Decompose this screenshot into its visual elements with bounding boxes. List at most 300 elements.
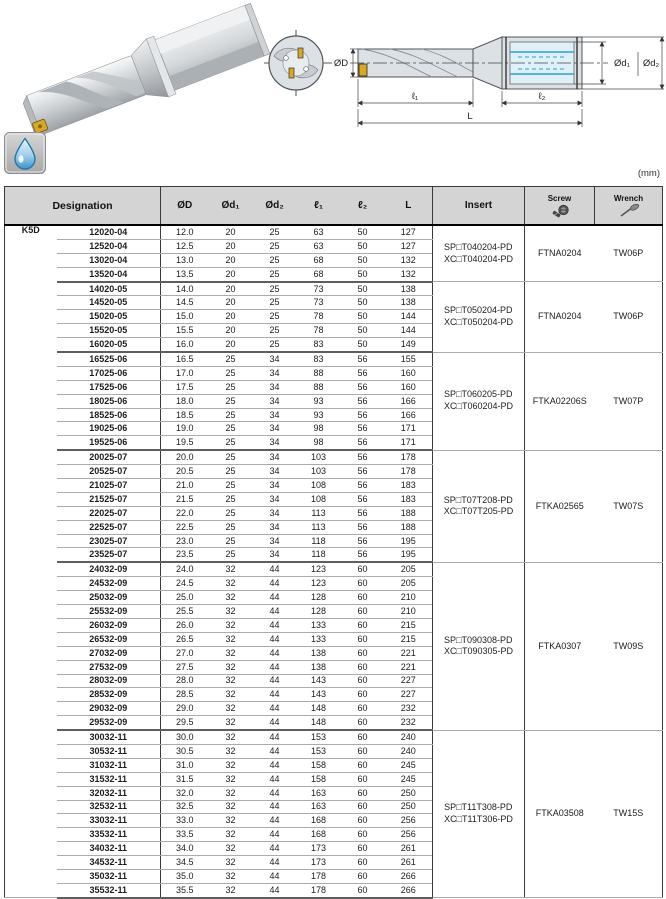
length-cell: 160	[385, 380, 433, 394]
insert-designation: SP□T090308-PD	[444, 634, 513, 645]
od2-cell: 44	[253, 618, 297, 632]
od2-cell: 34	[253, 436, 297, 450]
length-cell: 227	[385, 688, 433, 702]
designation-cell: 28532-09	[57, 688, 161, 702]
l1-cell: 173	[297, 842, 341, 856]
designation-cell: 34032-11	[57, 842, 161, 856]
insert-designation: SP□T07T208-PD	[443, 494, 513, 505]
od2-cell: 44	[253, 577, 297, 591]
length-cell: 166	[385, 408, 433, 422]
od2-cell: 25	[253, 310, 297, 324]
designation-cell: 14020-05	[57, 282, 161, 296]
l2-cell: 56	[341, 436, 385, 450]
od1-cell: 32	[209, 814, 253, 828]
od1-cell: 32	[209, 702, 253, 716]
length-cell: 210	[385, 591, 433, 605]
l2-cell: 60	[341, 716, 385, 730]
od-cell: 23.0	[161, 534, 209, 548]
insert-designation: SP□T040204-PD	[444, 241, 513, 252]
designation-cell: 16525-06	[57, 352, 161, 366]
l2-cell: 56	[341, 366, 385, 380]
l2-cell: 60	[341, 730, 385, 744]
length-cell: 144	[385, 324, 433, 338]
length-cell: 127	[385, 225, 433, 239]
l1-cell: 93	[297, 394, 341, 408]
length-cell: 221	[385, 646, 433, 660]
l2-cell: 56	[341, 534, 385, 548]
od-cell: 22.0	[161, 506, 209, 520]
od2-cell: 25	[253, 282, 297, 296]
l1-cell: 63	[297, 225, 341, 239]
l1-cell: 78	[297, 324, 341, 338]
od1-cell: 32	[209, 800, 253, 814]
designation-cell: 32532-11	[57, 800, 161, 814]
od2-cell: 44	[253, 605, 297, 619]
designation-cell: 24032-09	[57, 562, 161, 576]
l2-cell: 56	[341, 479, 385, 493]
od2-cell: 44	[253, 856, 297, 870]
od1-cell: 25	[209, 506, 253, 520]
od2-cell: 44	[253, 814, 297, 828]
od-cell: 16.5	[161, 352, 209, 366]
l1-cell: 143	[297, 674, 341, 688]
designation-cell: 17525-06	[57, 380, 161, 394]
l1-cell: 158	[297, 758, 341, 772]
od-cell: 13.0	[161, 253, 209, 267]
l2-cell: 56	[341, 352, 385, 366]
label-l2: ℓ₂	[538, 91, 546, 102]
od1-cell: 32	[209, 577, 253, 591]
od-cell: 29.5	[161, 716, 209, 730]
length-cell: 144	[385, 310, 433, 324]
od1-cell: 25	[209, 352, 253, 366]
l2-cell: 56	[341, 394, 385, 408]
length-cell: 266	[385, 869, 433, 883]
l1-cell: 93	[297, 408, 341, 422]
length-cell: 160	[385, 366, 433, 380]
length-cell: 256	[385, 814, 433, 828]
od-cell: 34.0	[161, 842, 209, 856]
od-cell: 20.5	[161, 465, 209, 479]
wrench-cell: TW07P	[595, 352, 663, 450]
od2-cell: 44	[253, 869, 297, 883]
designation-cell: 30032-11	[57, 730, 161, 744]
od1-cell: 20	[209, 225, 253, 239]
l2-cell: 56	[341, 465, 385, 479]
od1-cell: 32	[209, 856, 253, 870]
l1-cell: 153	[297, 730, 341, 744]
l1-cell: 78	[297, 310, 341, 324]
od1-cell: 25	[209, 479, 253, 493]
col-header-L: L	[385, 187, 433, 226]
od2-cell: 34	[253, 534, 297, 548]
insert-cell	[433, 562, 525, 730]
od-cell: 17.0	[161, 366, 209, 380]
insert-designation: XC□T040204-PD	[444, 253, 513, 264]
od1-cell: 20	[209, 296, 253, 310]
l2-cell: 56	[341, 520, 385, 534]
l2-cell: 60	[341, 744, 385, 758]
length-cell: 171	[385, 422, 433, 436]
designation-cell: 26532-09	[57, 632, 161, 646]
designation-cell: 23525-07	[57, 548, 161, 562]
designation-cell: 30532-11	[57, 744, 161, 758]
screw-cell: FTNA0204	[525, 282, 595, 352]
drill-diagram	[262, 2, 666, 160]
length-cell: 155	[385, 352, 433, 366]
od-cell: 22.5	[161, 520, 209, 534]
od1-cell: 20	[209, 267, 253, 281]
screw-cell: FTNA0204	[525, 225, 595, 282]
od2-cell: 44	[253, 660, 297, 674]
l1-cell: 63	[297, 239, 341, 253]
od-cell: 14.5	[161, 296, 209, 310]
length-cell: 227	[385, 674, 433, 688]
series-label: K5D	[5, 225, 57, 898]
l1-cell: 153	[297, 744, 341, 758]
l2-cell: 50	[341, 239, 385, 253]
od-cell: 28.0	[161, 674, 209, 688]
length-cell: 138	[385, 296, 433, 310]
insert-designation: XC□T060204-PD	[444, 401, 513, 412]
wrench-cell: TW06P	[595, 225, 663, 282]
designation-cell: 34532-11	[57, 856, 161, 870]
l1-cell: 128	[297, 605, 341, 619]
od1-cell: 20	[209, 253, 253, 267]
designation-cell: 26032-09	[57, 618, 161, 632]
l2-cell: 60	[341, 591, 385, 605]
od2-cell: 44	[253, 758, 297, 772]
label-od: ØD	[333, 58, 349, 69]
table-row	[5, 562, 663, 576]
designation-cell: 25532-09	[57, 605, 161, 619]
od2-cell: 34	[253, 352, 297, 366]
label-L: L	[467, 111, 473, 122]
designation-cell: 21525-07	[57, 492, 161, 506]
od2-cell: 44	[253, 786, 297, 800]
od-cell: 33.0	[161, 814, 209, 828]
length-cell: 138	[385, 282, 433, 296]
od1-cell: 32	[209, 869, 253, 883]
side-view	[350, 37, 608, 89]
od2-cell: 25	[253, 267, 297, 281]
l1-cell: 168	[297, 828, 341, 842]
od1-cell: 25	[209, 366, 253, 380]
length-cell: 245	[385, 772, 433, 786]
od-cell: 15.5	[161, 324, 209, 338]
od1-cell: 32	[209, 786, 253, 800]
od2-cell: 34	[253, 492, 297, 506]
od1-cell: 25	[209, 465, 253, 479]
designation-cell: 19025-06	[57, 422, 161, 436]
od2-cell: 25	[253, 338, 297, 352]
od-cell: 33.5	[161, 828, 209, 842]
od1-cell: 32	[209, 646, 253, 660]
l1-cell: 123	[297, 562, 341, 576]
length-cell: 256	[385, 828, 433, 842]
l1-cell: 138	[297, 660, 341, 674]
od1-cell: 32	[209, 744, 253, 758]
l1-cell: 168	[297, 814, 341, 828]
designation-cell: 22025-07	[57, 506, 161, 520]
od-cell: 16.0	[161, 338, 209, 352]
designation-cell: 19525-06	[57, 436, 161, 450]
od-cell: 14.0	[161, 282, 209, 296]
l1-cell: 158	[297, 772, 341, 786]
l2-cell: 60	[341, 660, 385, 674]
l1-cell: 68	[297, 253, 341, 267]
od1-cell: 32	[209, 730, 253, 744]
label-od2: Ød₂	[642, 58, 660, 69]
l1-cell: 173	[297, 856, 341, 870]
designation-cell: 21025-07	[57, 479, 161, 493]
l2-cell: 56	[341, 408, 385, 422]
table-row	[5, 450, 663, 464]
wrench-header-label: Wrench	[613, 193, 644, 203]
l1-cell: 118	[297, 534, 341, 548]
od2-cell: 44	[253, 842, 297, 856]
od1-cell: 32	[209, 842, 253, 856]
length-cell: 266	[385, 883, 433, 897]
l2-cell: 50	[341, 296, 385, 310]
coolant-drop-icon	[4, 132, 46, 174]
designation-cell: 35532-11	[57, 883, 161, 897]
front-view	[264, 30, 332, 96]
od1-cell: 25	[209, 380, 253, 394]
od2-cell: 44	[253, 744, 297, 758]
l1-cell: 138	[297, 646, 341, 660]
designation-cell: 31532-11	[57, 772, 161, 786]
od1-cell: 32	[209, 562, 253, 576]
wrench-cell: TW07S	[595, 450, 663, 562]
od1-cell: 32	[209, 828, 253, 842]
spec-table	[4, 186, 663, 899]
od-cell: 13.5	[161, 267, 209, 281]
insert-designation: XC□T07T205-PD	[443, 506, 514, 517]
od1-cell: 25	[209, 422, 253, 436]
od1-cell: 32	[209, 688, 253, 702]
insert-designation: XC□T11T306-PD	[444, 813, 513, 824]
od2-cell: 44	[253, 591, 297, 605]
designation-cell: 17025-06	[57, 366, 161, 380]
od2-cell: 34	[253, 394, 297, 408]
length-cell: 195	[385, 548, 433, 562]
l2-cell: 60	[341, 605, 385, 619]
col-header-od: ØD	[161, 187, 209, 226]
l1-cell: 108	[297, 492, 341, 506]
l1-cell: 73	[297, 282, 341, 296]
od2-cell: 25	[253, 239, 297, 253]
l2-cell: 50	[341, 225, 385, 239]
od1-cell: 25	[209, 394, 253, 408]
designation-cell: 22525-07	[57, 520, 161, 534]
l1-cell: 98	[297, 436, 341, 450]
col-header-designation: Designation	[5, 187, 161, 226]
length-cell: 183	[385, 479, 433, 493]
length-cell: 245	[385, 758, 433, 772]
od1-cell: 32	[209, 883, 253, 897]
od-cell: 30.5	[161, 744, 209, 758]
od-cell: 29.0	[161, 702, 209, 716]
designation-cell: 20525-07	[57, 465, 161, 479]
length-cell: 240	[385, 730, 433, 744]
designation-cell: 13020-04	[57, 253, 161, 267]
l1-cell: 88	[297, 380, 341, 394]
l2-cell: 60	[341, 869, 385, 883]
od1-cell: 25	[209, 450, 253, 464]
length-cell: 240	[385, 744, 433, 758]
insert-cell	[433, 225, 525, 282]
od1-cell: 20	[209, 282, 253, 296]
insert-cell	[433, 450, 525, 562]
length-cell: 183	[385, 492, 433, 506]
l1-cell: 98	[297, 422, 341, 436]
l1-cell: 133	[297, 618, 341, 632]
designation-cell: 32032-11	[57, 786, 161, 800]
od2-cell: 34	[253, 465, 297, 479]
l2-cell: 60	[341, 618, 385, 632]
l1-cell: 113	[297, 520, 341, 534]
insert-designation: SP□T060205-PD	[444, 389, 513, 400]
od-cell: 25.0	[161, 591, 209, 605]
l2-cell: 60	[341, 702, 385, 716]
l2-cell: 60	[341, 632, 385, 646]
l2-cell: 60	[341, 883, 385, 897]
length-cell: 149	[385, 338, 433, 352]
insert-cell	[433, 282, 525, 352]
l2-cell: 60	[341, 688, 385, 702]
l1-cell: 83	[297, 338, 341, 352]
screw-header-label: Screw	[547, 193, 572, 203]
l2-cell: 60	[341, 674, 385, 688]
od-cell: 23.5	[161, 548, 209, 562]
l2-cell: 50	[341, 338, 385, 352]
designation-cell: 15520-05	[57, 324, 161, 338]
designation-cell: 15020-05	[57, 310, 161, 324]
designation-cell: 27032-09	[57, 646, 161, 660]
od2-cell: 25	[253, 253, 297, 267]
col-header-od2: Ød₂	[253, 187, 297, 226]
l1-cell: 128	[297, 591, 341, 605]
col-header-od1: Ød₁	[209, 187, 253, 226]
l2-cell: 60	[341, 786, 385, 800]
designation-cell: 31032-11	[57, 758, 161, 772]
od-cell: 30.0	[161, 730, 209, 744]
l2-cell: 56	[341, 506, 385, 520]
l1-cell: 68	[297, 267, 341, 281]
od2-cell: 44	[253, 772, 297, 786]
screw-cell: FTKA02206S	[525, 352, 595, 450]
od-cell: 21.0	[161, 479, 209, 493]
l1-cell: 103	[297, 450, 341, 464]
screw-cell: FTKA0307	[525, 562, 595, 730]
insert-designation: XC□T050204-PD	[444, 316, 513, 327]
designation-cell: 28032-09	[57, 674, 161, 688]
od1-cell: 20	[209, 338, 253, 352]
od2-cell: 25	[253, 324, 297, 338]
l1-cell: 88	[297, 366, 341, 380]
l2-cell: 60	[341, 842, 385, 856]
l2-cell: 60	[341, 577, 385, 591]
od-cell: 28.5	[161, 688, 209, 702]
length-cell: 250	[385, 786, 433, 800]
od-cell: 24.0	[161, 562, 209, 576]
od-cell: 25.5	[161, 605, 209, 619]
od-cell: 19.5	[161, 436, 209, 450]
unit-label: (mm)	[637, 168, 660, 179]
insert-designation: SP□T11T308-PD	[444, 802, 513, 813]
od-cell: 17.5	[161, 380, 209, 394]
od1-cell: 32	[209, 758, 253, 772]
insert-designation: SP□T050204-PD	[444, 305, 513, 316]
od-cell: 12.0	[161, 225, 209, 239]
designation-cell: 29032-09	[57, 702, 161, 716]
od2-cell: 25	[253, 296, 297, 310]
od-cell: 34.5	[161, 856, 209, 870]
od-cell: 35.5	[161, 883, 209, 897]
od-cell: 32.5	[161, 800, 209, 814]
label-od1: Ød₁	[614, 58, 630, 69]
l2-cell: 60	[341, 758, 385, 772]
table-row	[5, 225, 663, 239]
wrench-icon	[618, 204, 640, 218]
od1-cell: 25	[209, 548, 253, 562]
l2-cell: 50	[341, 282, 385, 296]
od2-cell: 44	[253, 674, 297, 688]
l2-cell: 56	[341, 548, 385, 562]
l1-cell: 148	[297, 716, 341, 730]
od2-cell: 34	[253, 479, 297, 493]
table-row	[5, 352, 663, 366]
od2-cell: 34	[253, 380, 297, 394]
l1-cell: 163	[297, 800, 341, 814]
length-cell: 232	[385, 702, 433, 716]
od2-cell: 34	[253, 506, 297, 520]
od-cell: 18.0	[161, 394, 209, 408]
designation-cell: 33532-11	[57, 828, 161, 842]
col-header-wrench	[595, 187, 663, 226]
designation-cell: 23025-07	[57, 534, 161, 548]
od2-cell: 44	[253, 730, 297, 744]
col-header-insert: Insert	[433, 187, 525, 226]
l1-cell: 113	[297, 506, 341, 520]
col-header-l2: ℓ₂	[341, 187, 385, 226]
length-cell: 210	[385, 605, 433, 619]
col-header-l1: ℓ₁	[297, 187, 341, 226]
od1-cell: 32	[209, 632, 253, 646]
insert-cell	[433, 730, 525, 898]
length-cell: 221	[385, 660, 433, 674]
insert-cell	[433, 352, 525, 450]
od1-cell: 32	[209, 772, 253, 786]
designation-cell: 33032-11	[57, 814, 161, 828]
od1-cell: 32	[209, 660, 253, 674]
designation-cell: 12520-04	[57, 239, 161, 253]
od-cell: 26.0	[161, 618, 209, 632]
length-cell: 188	[385, 520, 433, 534]
od2-cell: 44	[253, 562, 297, 576]
od1-cell: 20	[209, 324, 253, 338]
od1-cell: 32	[209, 618, 253, 632]
od1-cell: 32	[209, 591, 253, 605]
designation-cell: 14520-05	[57, 296, 161, 310]
insert-designation: XC□T090305-PD	[444, 646, 513, 657]
designation-cell: 25032-09	[57, 591, 161, 605]
wrench-cell: TW06P	[595, 282, 663, 352]
od2-cell: 34	[253, 408, 297, 422]
od2-cell: 44	[253, 828, 297, 842]
od-cell: 32.0	[161, 786, 209, 800]
